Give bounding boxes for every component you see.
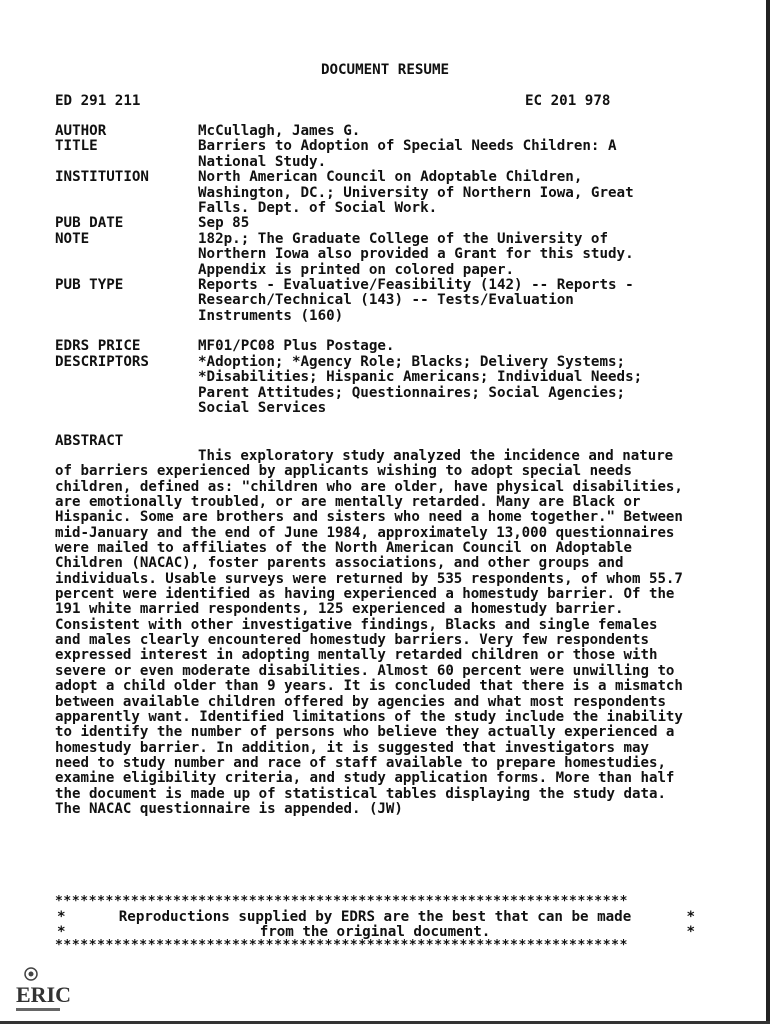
border-star: *: [686, 924, 695, 940]
field-value: McCullagh, James G.: [198, 123, 361, 139]
abstract-text: This exploratory study analyzed the incidence and nature of barriers experienced by applicants wishing to adopt special needs children, defined as: "children who are older, have physical disabilities, are emotionally troubled, or are mentally retarded. Many are Black or Hispanic. Some are brothers and sisters who need a home together." Between mid-January and the end of June 1984, approximately 13,000 questionnaires were mailed to affiliates of the North American Council on Adoptable Children (NACAC), foster parents associations, and other groups and individuals. Usable surveys were returned by 535 respondents, of whom 55.7 percent were identified as having experienced a homestudy barrier. Of the 191 white married respondents, 125 experienced a homestudy barrier. Consistent with other investigative findings, Blacks and single females and males clearly encountered homestudy barriers. Very few respondents expressed interest in adopting mentally retarded children or those with severe or even moderate disabilities. Almost 60 percent were unwilling to adopt a child older than 9 years. It is concluded that there is a mismatch between available children offered by agencies and what most respondents apparently want. Identified limitations of the study include the inability to identify the number of persons who believe they actually experienced a homestudy barrier. In addition, it is suggested that investigators may need to study number and race of staff available to prepare homestudies, examine eligibility criteria, and study application forms. More than half the document is made up of statistical tables displaying the study data. The NACAC questionnaire is appended. (JW): [55, 448, 683, 817]
field-value: Reports - Evaluative/Feasibility (142) -- Reports - Research/Technical (143) -- Tests/Evaluation Instruments (160): [198, 277, 634, 324]
field-value: *Adoption; *Agency Role; Blacks; Delivery Systems; *Disabilities; Hispanic Americans; Individual Needs; Parent Attitudes; Questionnaires; Social Agencies; Social Services: [198, 353, 643, 416]
field-label: TITLE: [55, 138, 98, 155]
field-value: Barriers to Adoption of Special Needs Children: A National Study.: [198, 138, 617, 170]
scan-edge-right: [766, 0, 770, 1024]
field-label: AUTHOR: [55, 123, 107, 139]
field-edrs-price: [55, 339, 735, 354]
field-value: North American Council on Adoptable Children, Washington, DC.; University of Northern Iowa, Great Falls. Dept. of Social Work.: [198, 169, 634, 217]
field-label: DESCRIPTORS: [55, 353, 149, 370]
divider-stars-bottom: ********************************************************************: [55, 938, 629, 953]
abstract-label: ABSTRACT: [55, 433, 124, 449]
border-star: *: [57, 924, 66, 940]
ec-number: EC 201 978: [525, 93, 611, 109]
field-author: [55, 124, 735, 139]
document-title: DOCUMENT RESUME: [320, 62, 450, 78]
eric-logo: [14, 966, 74, 1018]
field-value: Sep 85: [198, 215, 250, 232]
field-pub-date: [55, 216, 735, 231]
field-label: EDRS PRICE: [55, 338, 141, 355]
divider-stars-top: ********************************************************************: [55, 894, 629, 909]
field-label: PUB DATE: [55, 215, 124, 232]
eric-logo-text: ERIC: [16, 982, 72, 1007]
metadata-fields: [55, 124, 735, 416]
border-star: *: [57, 909, 66, 925]
field-value: 182p.; The Graduate College of the University of Northern Iowa also provided a Grant for this study. Appendix is printed on colored paper.: [198, 230, 634, 278]
border-star: *: [686, 909, 695, 925]
field-label: INSTITUTION: [55, 169, 149, 186]
field-label: PUB TYPE: [55, 277, 124, 294]
ed-number: ED 291 211: [55, 93, 141, 109]
field-label: NOTE: [55, 230, 90, 247]
reproduction-notice: [55, 910, 695, 941]
reproduction-line-2: from the original document.: [259, 924, 491, 941]
field-spacer: [55, 324, 735, 339]
reproduction-line-1: Reproductions supplied by EDRS are the best that can be made: [118, 909, 632, 925]
field-institution: [55, 170, 735, 216]
eric-logo-icon: [14, 966, 74, 1018]
field-title: [55, 139, 735, 170]
field-value: MF01/PC08 Plus Postage.: [198, 338, 395, 355]
field-descriptors: [55, 355, 735, 417]
field-note: [55, 232, 735, 278]
field-pub-type: [55, 278, 735, 324]
